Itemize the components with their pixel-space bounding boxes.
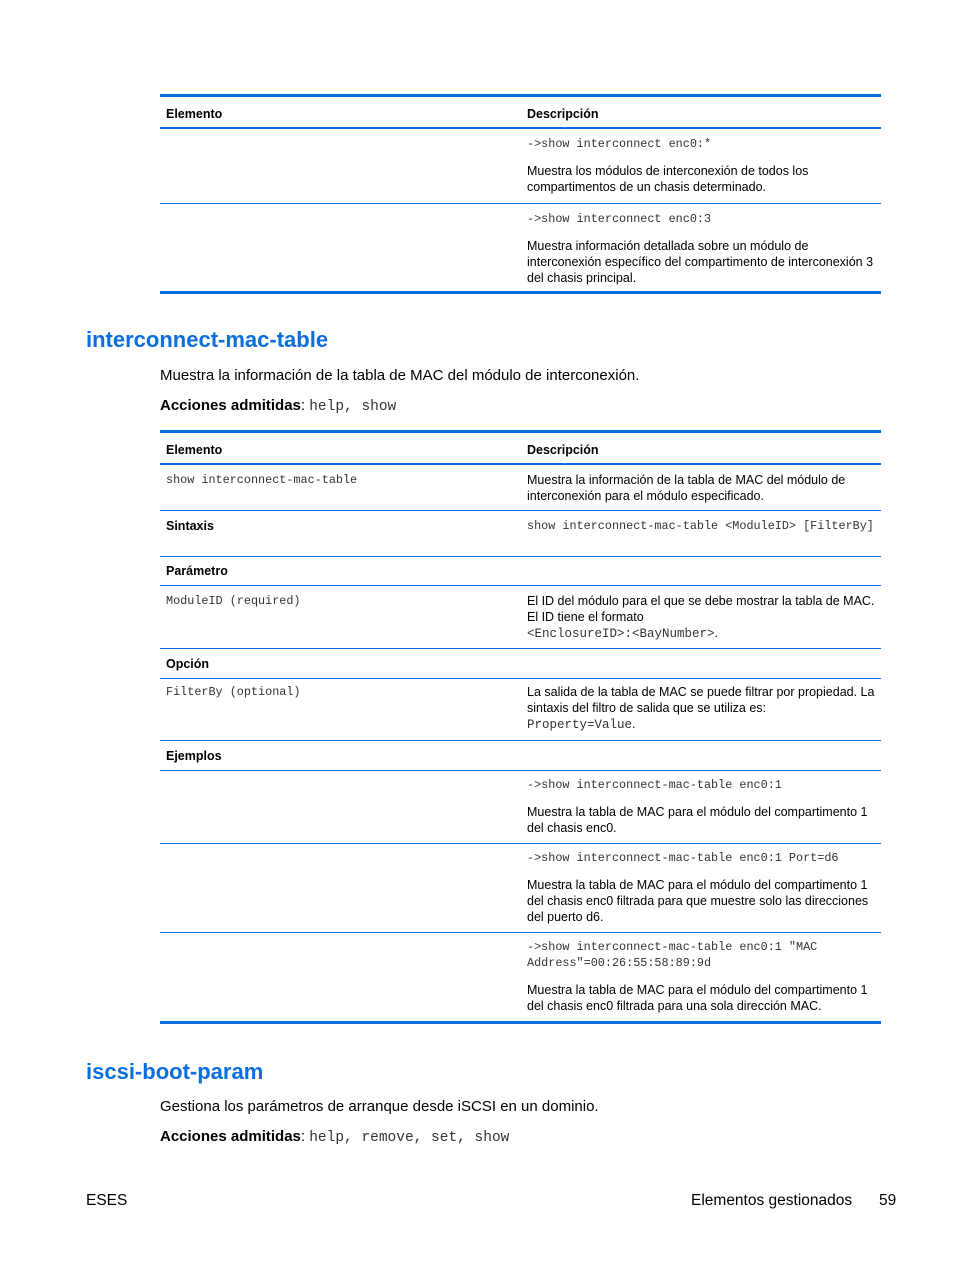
example-command: ->show interconnect enc0:*: [527, 137, 712, 151]
example-command: ->show interconnect-mac-table enc0:1 "MAC Address"=00:26:55:58:89:9d: [527, 940, 818, 970]
header-elemento: Elemento: [166, 107, 223, 121]
commands-table-1: [160, 94, 881, 294]
parameter-description: El ID del módulo para el que se debe mostrar la tabla de MAC. El ID tiene el formato <EnclosureID>:<BayNumber>.: [527, 594, 875, 641]
option-format: Property=Value: [527, 718, 633, 732]
examples-label: Ejemplos: [166, 749, 222, 763]
table-header-row: [160, 433, 881, 465]
section-title-iscsi-boot-param: iscsi-boot-param: [86, 1059, 264, 1084]
actions-value: help, show: [309, 399, 397, 415]
header-descripcion: Descripción: [527, 443, 599, 457]
actions-label: Acciones admitidas: [160, 1128, 301, 1145]
table-bottom-rule: [160, 1021, 881, 1024]
header-descripcion: Descripción: [527, 107, 599, 121]
example-description: Muestra la tabla de MAC para el módulo del compartimento 1 del chasis enc0.: [527, 805, 868, 835]
footer-section-name: Elementos gestionados: [691, 1192, 853, 1209]
actions-label: Acciones admitidas: [160, 397, 301, 414]
example-command: ->show interconnect enc0:3: [527, 212, 712, 226]
table-row: [160, 204, 881, 291]
section-intro: Gestiona los parámetros de arranque desde iSCSI en un dominio.: [160, 1098, 599, 1115]
parameter-format: <EnclosureID>:<BayNumber>: [527, 627, 715, 641]
table-header-row: [160, 97, 881, 129]
table-row-example: [160, 933, 881, 1021]
supported-actions: Acciones admitidas: help, remove, set, show: [160, 1128, 510, 1146]
commands-table-2: [160, 430, 881, 1024]
header-elemento: Elemento: [166, 443, 223, 457]
actions-value: help, remove, set, show: [309, 1130, 510, 1146]
table-row-command: [160, 465, 881, 511]
table-row-option: [160, 679, 881, 741]
syntax-label: Sintaxis: [166, 519, 214, 533]
example-description: Muestra la tabla de MAC para el módulo del compartimento 1 del chasis enc0 filtrada para que muestre solo las direcciones del puerto d6.: [527, 878, 869, 924]
supported-actions: Acciones admitidas: help, show: [160, 397, 397, 415]
example-command: ->show interconnect-mac-table enc0:1: [527, 778, 782, 792]
table-row-example: [160, 844, 881, 933]
section-intro: Muestra la información de la tabla de MAC del módulo de interconexión.: [160, 367, 640, 384]
example-description: Muestra información detallada sobre un módulo de interconexión específico del compartimento de interconexión 3 del chasis principal.: [527, 239, 874, 285]
parameter-label: Parámetro: [166, 564, 228, 578]
table-row-parameter: [160, 586, 881, 649]
example-description: Muestra los módulos de interconexión de todos los compartimentos de un chasis determinado.: [527, 164, 809, 194]
command-description: Muestra la información de la tabla de MAC del módulo de interconexión para el módulo especificado.: [527, 473, 846, 503]
option-name: FilterBy (optional): [166, 685, 301, 699]
table-bottom-rule: [160, 291, 881, 294]
command-name: show interconnect-mac-table: [166, 473, 358, 487]
table-row-parameter-heading: [160, 557, 881, 586]
table-row-example: [160, 771, 881, 844]
section-title-interconnect-mac-table: interconnect-mac-table: [86, 327, 329, 352]
example-description: Muestra la tabla de MAC para el módulo del compartimento 1 del chasis enc0 filtrada para una sola dirección MAC.: [527, 983, 868, 1013]
table-row-examples-heading: [160, 741, 881, 771]
parameter-name: ModuleID (required): [166, 594, 301, 608]
footer-page-number: 59: [879, 1192, 897, 1209]
table-row-option-heading: [160, 649, 881, 679]
table-row-syntax: [160, 511, 881, 557]
example-command: ->show interconnect-mac-table enc0:1 Port=d6: [527, 851, 839, 865]
option-label: Opción: [166, 657, 210, 671]
syntax-value: show interconnect-mac-table <ModuleID> [FilterBy]: [527, 519, 874, 533]
table-row: [160, 129, 881, 204]
footer-language-code: ESES: [86, 1192, 128, 1209]
option-description: La salida de la tabla de MAC se puede filtrar por propiedad. La sintaxis del filtro de salida que se utiliza es: Property=Value.: [527, 685, 875, 732]
